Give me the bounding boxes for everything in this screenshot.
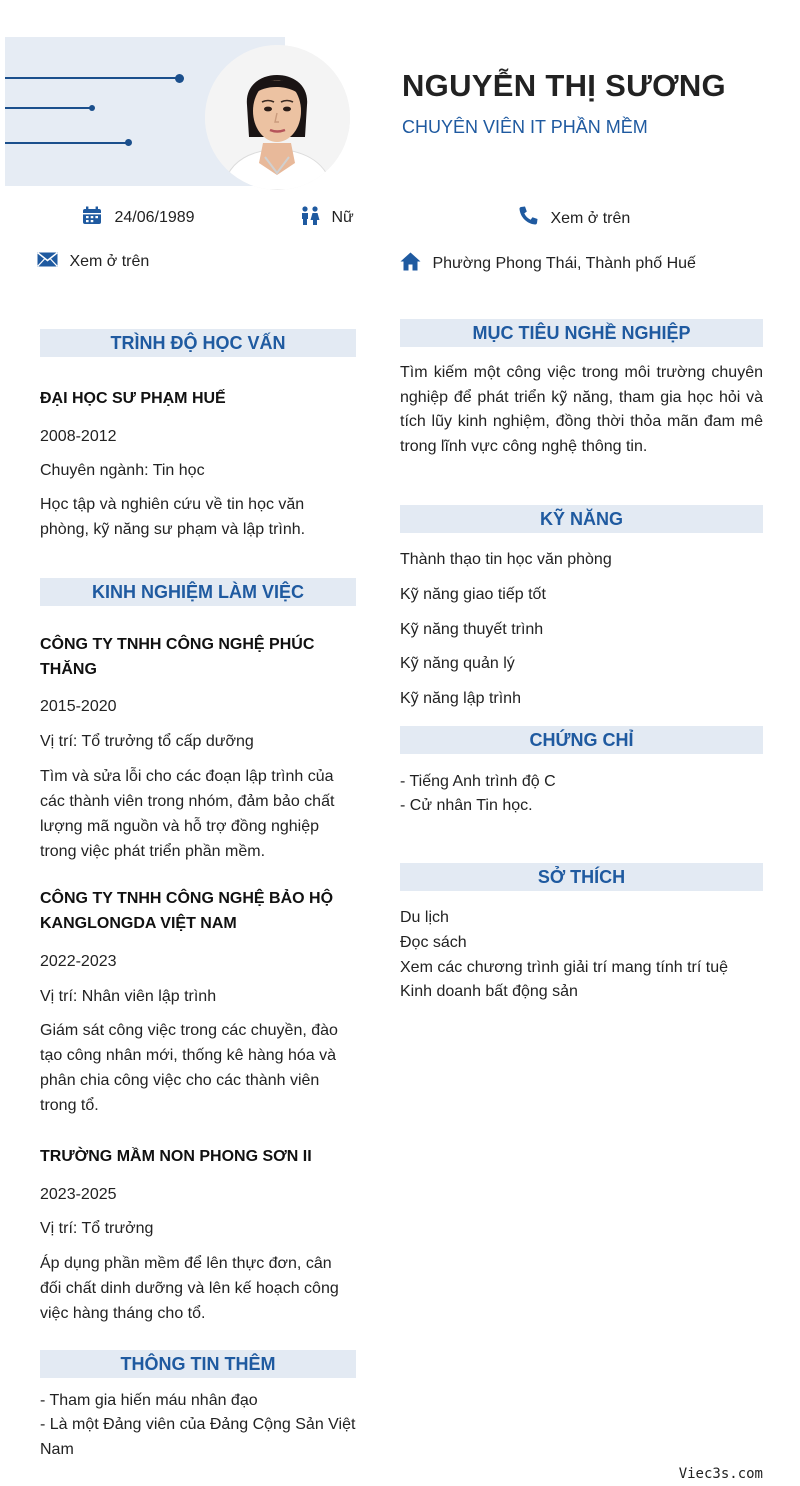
gender-item (300, 206, 354, 227)
skill-item: Kỹ năng giao tiếp tốt (400, 586, 546, 603)
job-description: Áp dụng phần mềm để lên thực đơn, cân đối chất dinh dưỡng và lên kế hoạch công việc hàng tháng cho tổ. (40, 1255, 339, 1322)
email-text: Xem ở trên (69, 253, 150, 270)
people-icon (300, 206, 320, 225)
education-years: 2008-2012 (40, 428, 117, 445)
email-item (37, 252, 149, 271)
candidate-name: NGUYỄN THỊ SƯƠNG (402, 68, 726, 103)
phone-text: Xem ở trên (550, 210, 631, 227)
education-major: Chuyên ngành: Tin học (40, 462, 205, 479)
footer-brand: Viec3s.com (678, 1466, 763, 1482)
decor-dot (125, 139, 132, 146)
job-years: 2023-2025 (40, 1186, 117, 1203)
envelope-icon (37, 252, 58, 267)
skill-item: Kỹ năng lập trình (400, 690, 521, 707)
phone-item (518, 206, 630, 228)
calendar-icon (82, 206, 102, 225)
hobbies-title: SỞ THÍCH (400, 863, 763, 891)
phone-icon (518, 206, 538, 225)
birthday-item (82, 206, 195, 227)
portrait-illustration (205, 45, 350, 190)
skills-title: KỸ NĂNG (400, 505, 763, 533)
certificates-title: CHỨNG CHỈ (400, 726, 763, 754)
additional-title: THÔNG TIN THÊM (40, 1350, 356, 1378)
hobby-item: Kinh doanh bất động sản (400, 983, 578, 1000)
education-school: ĐẠI HỌC SƯ PHẠM HUẾ (40, 390, 226, 407)
hobby-item: Du lịch (400, 909, 449, 926)
job-description: Tìm và sửa lỗi cho các đoạn lập trình của các thành viên trong nhóm, đảm bảo chất lượng mã nguồn và hỗ trợ đồng nghiệp trong việc phát triển phần mềm. (40, 768, 335, 860)
skill-item: Thành thạo tin học văn phòng (400, 551, 612, 568)
job-company: CÔNG TY TNHH CÔNG NGHỆ BẢO HỘ KANGLONGDA VIỆT NAM (40, 890, 334, 932)
job-years: 2015-2020 (40, 698, 117, 715)
job-description: Giám sát công việc trong các chuyền, đào tạo công nhân mới, thống kê hàng hóa và phân chia công việc cho các thành viên trong tổ. (40, 1022, 338, 1114)
job-position: Vị trí: Tổ trưởng tổ cấp dưỡng (40, 733, 254, 750)
certificate-line: - Cử nhân Tin học. (400, 797, 533, 814)
education-description: Học tập và nghiên cứu về tin học văn phòng, kỹ năng sư phạm và lập trình. (40, 496, 306, 538)
job-company: CÔNG TY TNHH CÔNG NGHỆ PHÚC THĂNG (40, 636, 315, 678)
skill-item: Kỹ năng thuyết trình (400, 621, 544, 638)
profile-photo (205, 45, 350, 190)
objective-title: MỤC TIÊU NGHỀ NGHIỆP (400, 319, 763, 347)
gender-text: Nữ (331, 209, 354, 226)
hobby-item: Đọc sách (400, 934, 467, 951)
additional-line: - Tham gia hiến máu nhân đạo (40, 1392, 258, 1409)
job-years: 2022-2023 (40, 953, 117, 970)
decor-line (5, 107, 93, 109)
hobby-item: Xem các chương trình giải trí mang tính trí tuệ (400, 959, 729, 976)
job-position: Vị trí: Nhân viên lập trình (40, 988, 217, 1005)
job-title: CHUYÊN VIÊN IT PHẦN MỀM (402, 117, 648, 137)
additional-line: - Là một Đảng viên của Đảng Cộng Sản Việt Nam (40, 1416, 356, 1458)
decor-dot (175, 74, 184, 83)
address-text: Phường Phong Thái, Thành phố Huế (432, 255, 696, 272)
birthday-text: 24/06/1989 (114, 209, 195, 226)
skill-item: Kỹ năng quản lý (400, 655, 515, 672)
objective-text: Tìm kiếm một công việc trong môi trường chuyên nghiệp để phát triển kỹ năng, tham gia học hỏi và tích lũy kinh nghiệm, đồng thời thỏa mãn đam mê trong lĩnh vực công nghệ thông tin. (400, 364, 763, 456)
job-position: Vị trí: Tổ trưởng (40, 1220, 154, 1237)
certificate-line: - Tiếng Anh trình độ C (400, 773, 556, 790)
decor-line (5, 142, 129, 144)
job-company: TRƯỜNG MẦM NON PHONG SƠN II (40, 1148, 312, 1165)
address-item (400, 252, 696, 273)
experience-title: KINH NGHIỆM LÀM VIỆC (40, 578, 356, 606)
home-icon (400, 252, 421, 271)
decor-dot (89, 105, 95, 111)
decor-line (5, 77, 180, 79)
education-title: TRÌNH ĐỘ HỌC VẤN (40, 329, 356, 357)
